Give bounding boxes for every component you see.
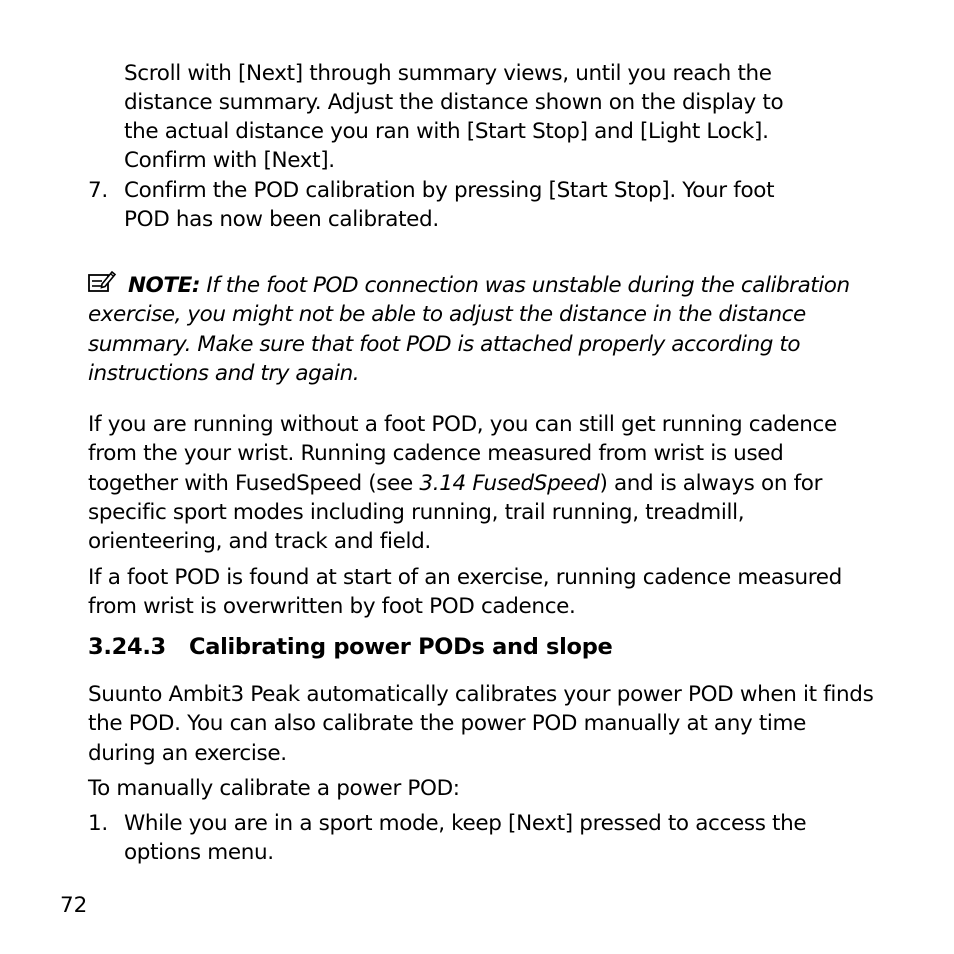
intro-step-line-2: distance summary. Adjust the distance shown on the display to <box>124 90 784 115</box>
power-pod-paragraph: Suunto Ambit3 Peak automatically calibrates your power POD when it finds the POD. You can also calibrate the power POD manually at any time during an exercise. <box>88 682 874 766</box>
section-title: Calibrating power PODs and slope <box>189 634 613 660</box>
step-1-line-2: options menu. <box>124 840 274 865</box>
note-block <box>88 270 878 388</box>
step-1-number: 1. <box>88 811 108 836</box>
note-pencil-icon <box>88 270 118 294</box>
fusedspeed-reference: 3.14 FusedSpeed <box>419 470 600 496</box>
section-heading <box>88 632 612 662</box>
manual-calibration-intro: To manually calibrate a power POD: <box>88 776 460 801</box>
note-text: If the foot POD connection was unstable during the calibration exercise, you might not be able to adjust the distance in the distance summary. Make sure that foot POD is attached properly according to instructions and try again. <box>88 273 850 386</box>
step-7-line-1: Confirm the POD calibration by pressing [Start Stop]. Your foot <box>124 178 775 203</box>
step-7-number: 7. <box>88 178 108 203</box>
section-number: 3.24.3 <box>88 634 166 660</box>
wrist-cadence-paragraph <box>88 410 878 556</box>
intro-step-line-3: the actual distance you ran with [Start Stop] and [Light Lock]. <box>124 119 769 144</box>
cadence-overwrite-paragraph: If a foot POD is found at start of an exercise, running cadence measured from wrist is overwritten by foot POD cadence. <box>88 565 842 620</box>
step-1-line-1: While you are in a sport mode, keep [Next] pressed to access the <box>124 811 807 836</box>
intro-step-line-1: Scroll with [Next] through summary views, until you reach the <box>124 61 772 86</box>
wrist-cadence-text-before: If you are running without a foot POD, you can still get running cadence from the your wrist. Running cadence measured from wrist is used together with FusedSpeed (see <box>88 412 837 496</box>
note-label: NOTE: <box>128 273 200 298</box>
intro-step-line-4: Confirm with [Next]. <box>124 148 335 173</box>
wrist-cadence-text-after: ) and is always on for specific sport modes including running, trail running, treadmill, orienteering, and track and field. <box>88 470 823 555</box>
page-number: 72 <box>60 893 88 918</box>
step-7-line-2: POD has now been calibrated. <box>124 207 439 232</box>
